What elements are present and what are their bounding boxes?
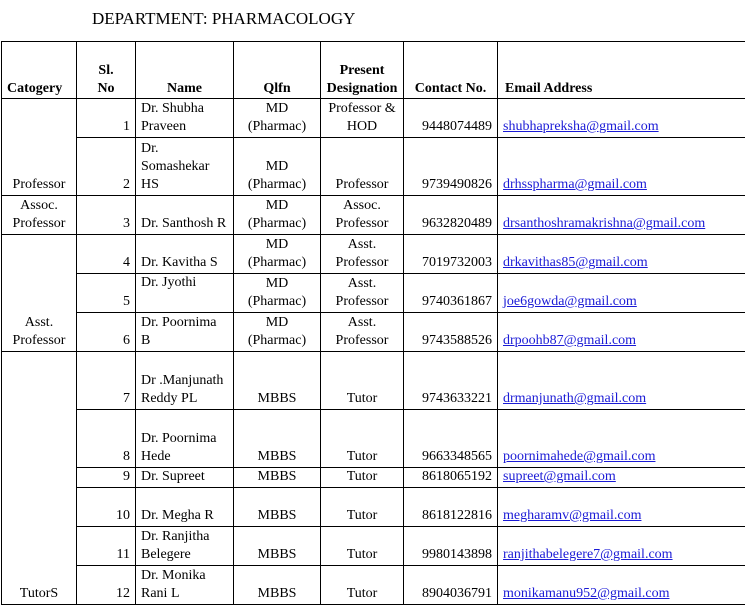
- sl-cell: 3: [77, 196, 136, 235]
- email-link[interactable]: shubhapreksha@gmail.com: [503, 119, 659, 134]
- table-row: [2, 138, 745, 196]
- qlfn-cell: MBBS: [234, 410, 321, 468]
- table-row: [2, 235, 745, 274]
- category-cell: Asst. Professor: [2, 235, 77, 352]
- email-cell: [498, 99, 745, 138]
- designation-cell: Tutor: [321, 410, 404, 468]
- category-cell: TutorS: [2, 352, 77, 605]
- table-row: [2, 410, 745, 468]
- email-link[interactable]: drhsspharma@gmail.com: [503, 177, 647, 192]
- table-row: [2, 313, 745, 352]
- qlfn-cell: MBBS: [234, 488, 321, 527]
- sl-cell: 7: [77, 352, 136, 410]
- header-category: Catogery: [2, 42, 77, 99]
- contact-cell: 8904036791: [404, 566, 498, 605]
- email-cell: [498, 468, 745, 488]
- email-link[interactable]: megharamv@gmail.com: [503, 508, 641, 523]
- sl-cell: 4: [77, 235, 136, 274]
- table-row: [2, 488, 745, 527]
- email-link[interactable]: monikamanu952@gmail.com: [503, 586, 669, 601]
- email-cell: [498, 274, 745, 313]
- table-row: [2, 99, 745, 138]
- qlfn-cell: MBBS: [234, 527, 321, 566]
- contact-cell: 9739490826: [404, 138, 498, 196]
- page-title: DEPARTMENT: PHARMACOLOGY: [92, 9, 355, 29]
- contact-cell: 9743588526: [404, 313, 498, 352]
- table-header-row: [2, 42, 745, 99]
- email-link[interactable]: drsanthoshramakrishna@gmail.com: [503, 216, 705, 231]
- sl-cell: 11: [77, 527, 136, 566]
- header-name: Name: [136, 42, 234, 99]
- name-cell: Dr. Jyothi: [136, 274, 234, 313]
- designation-cell: Assoc. Professor: [321, 196, 404, 235]
- designation-cell: Asst. Professor: [321, 235, 404, 274]
- email-cell: [498, 410, 745, 468]
- email-cell: [498, 138, 745, 196]
- contact-cell: 9448074489: [404, 99, 498, 138]
- name-cell: Dr .Manjunath Reddy PL: [136, 352, 234, 410]
- header-qlfn: Qlfn: [234, 42, 321, 99]
- contact-cell: 9740361867: [404, 274, 498, 313]
- email-link[interactable]: supreet@gmail.com: [503, 469, 616, 484]
- email-link[interactable]: drkavithas85@gmail.com: [503, 255, 648, 270]
- qlfn-cell: MD (Pharmac): [234, 99, 321, 138]
- email-cell: [498, 352, 745, 410]
- email-cell: [498, 527, 745, 566]
- qlfn-cell: MD (Pharmac): [234, 138, 321, 196]
- qlfn-cell: MD (Pharmac): [234, 196, 321, 235]
- table-row: [2, 196, 745, 235]
- category-cell: Assoc. Professor: [2, 196, 77, 235]
- contact-cell: 8618065192: [404, 468, 498, 488]
- contact-cell: 9632820489: [404, 196, 498, 235]
- designation-cell: Asst. Professor: [321, 313, 404, 352]
- category-cell: Professor: [2, 99, 77, 196]
- email-link[interactable]: drpoohb87@gmail.com: [503, 333, 636, 348]
- designation-cell: Tutor: [321, 352, 404, 410]
- email-cell: [498, 313, 745, 352]
- contact-cell: 8618122816: [404, 488, 498, 527]
- email-cell: [498, 235, 745, 274]
- name-cell: Dr. Santhosh R: [136, 196, 234, 235]
- email-link[interactable]: poornimahede@gmail.com: [503, 449, 655, 464]
- contact-cell: 9663348565: [404, 410, 498, 468]
- designation-cell: Tutor: [321, 566, 404, 605]
- table-row: [2, 468, 745, 488]
- qlfn-cell: MBBS: [234, 566, 321, 605]
- name-cell: Dr. Shubha Praveen: [136, 99, 234, 138]
- email-link[interactable]: joe6gowda@gmail.com: [503, 294, 637, 309]
- qlfn-cell: MD (Pharmac): [234, 313, 321, 352]
- name-cell: Dr. Supreet: [136, 468, 234, 488]
- table-row: [2, 352, 745, 410]
- table-row: [2, 274, 745, 313]
- designation-cell: Asst. Professor: [321, 274, 404, 313]
- sl-cell: 12: [77, 566, 136, 605]
- email-link[interactable]: drmanjunath@gmail.com: [503, 391, 646, 406]
- name-cell: Dr. Poornima Hede: [136, 410, 234, 468]
- header-email: Email Address: [498, 42, 745, 99]
- name-cell: Dr. Monika Rani L: [136, 566, 234, 605]
- name-cell: Dr. Poornima B: [136, 313, 234, 352]
- name-cell: Dr. Megha R: [136, 488, 234, 527]
- sl-cell: 5: [77, 274, 136, 313]
- email-link[interactable]: ranjithabelegere7@gmail.com: [503, 547, 673, 562]
- email-cell: [498, 196, 745, 235]
- header-designation: Present Designation: [321, 42, 404, 99]
- qlfn-cell: MBBS: [234, 468, 321, 488]
- contact-cell: 7019732003: [404, 235, 498, 274]
- email-cell: [498, 566, 745, 605]
- sl-cell: 1: [77, 99, 136, 138]
- table-row: [2, 527, 745, 566]
- designation-cell: Professor & HOD: [321, 99, 404, 138]
- contact-cell: 9980143898: [404, 527, 498, 566]
- header-contact: Contact No.: [404, 42, 498, 99]
- designation-cell: Tutor: [321, 488, 404, 527]
- name-cell: Dr. Kavitha S: [136, 235, 234, 274]
- table-row: [2, 566, 745, 605]
- qlfn-cell: MD (Pharmac): [234, 274, 321, 313]
- qlfn-cell: MBBS: [234, 352, 321, 410]
- sl-cell: 10: [77, 488, 136, 527]
- sl-cell: 9: [77, 468, 136, 488]
- sl-cell: 2: [77, 138, 136, 196]
- email-cell: [498, 488, 745, 527]
- name-cell: Dr. Somashekar HS: [136, 138, 234, 196]
- designation-cell: Tutor: [321, 468, 404, 488]
- sl-cell: 8: [77, 410, 136, 468]
- contact-cell: 9743633221: [404, 352, 498, 410]
- faculty-table: [1, 41, 745, 605]
- name-cell: Dr. Ranjitha Belegere: [136, 527, 234, 566]
- header-sl-no: Sl. No: [77, 42, 136, 99]
- designation-cell: Professor: [321, 138, 404, 196]
- designation-cell: Tutor: [321, 527, 404, 566]
- sl-cell: 6: [77, 313, 136, 352]
- qlfn-cell: MD (Pharmac): [234, 235, 321, 274]
